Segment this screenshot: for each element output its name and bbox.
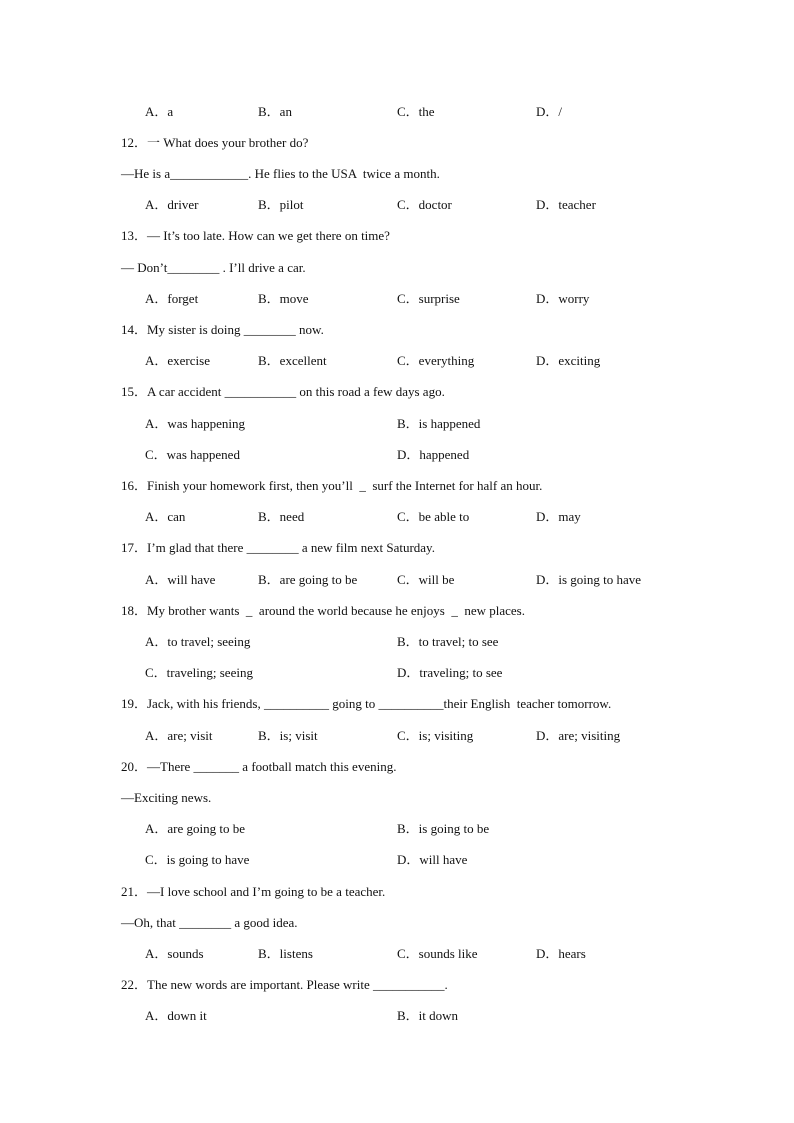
question-20-line-2: —Exciting news. [121,790,212,805]
option-a: A．to travel; seeing [145,634,251,649]
option-b: B．move [258,291,309,306]
option-d: D．exciting [536,353,601,368]
question-21-stem: 21．—I love school and I’m going to be a teacher. [121,884,386,899]
question-17-stem: 17．I’m glad that there ________ a new film next Saturday. [121,540,435,555]
option-a: A．a [145,104,174,119]
option-a: A．sounds [145,946,204,961]
option-c: C．the [397,104,435,119]
option-a: A．are going to be [145,821,246,836]
option-b: B．is going to be [397,821,490,836]
question-17-options [145,572,705,588]
option-b: B．is; visit [258,728,318,743]
question-13-line-2: — Don’t________ . I’ll drive a car. [121,260,306,275]
option-c: C．doctor [397,197,452,212]
option-b: B．an [258,104,292,119]
option-a: A．was happening [145,416,246,431]
option-d: D．may [536,509,581,524]
option-c: C．is going to have [145,852,250,867]
option-a: A．exercise [145,353,210,368]
option-a: A．will have [145,572,216,587]
option-a: A．forget [145,291,199,306]
question-20-options-row-1 [145,821,705,837]
option-d: D．happened [397,447,470,462]
question-21-line-2: —Oh, that ________ a good idea. [121,915,298,930]
question-18-options-row-2 [145,665,705,681]
option-a: A．driver [145,197,199,212]
option-c: C．everything [397,353,475,368]
option-b: B．excellent [258,353,327,368]
option-d: D．will have [397,852,468,867]
question-16-options [145,509,705,525]
option-d: D．traveling; to see [397,665,503,680]
option-c: C．traveling; seeing [145,665,253,680]
option-b: B．is happened [397,416,481,431]
question-12-stem: 12．一 What does your brother do? [121,135,309,150]
question-14-options [145,353,705,369]
options-row [145,104,705,120]
option-d: D．teacher [536,197,596,212]
question-12-options [145,197,705,213]
option-c: C．sounds like [397,946,478,961]
question-18-stem: 18．My brother wants _ around the world because he enjoys _ new places. [121,603,525,618]
question-16-stem: 16．Finish your homework first, then you’ll _ surf the Internet for half an hour. [121,478,543,493]
question-15-options-row-1 [145,416,705,432]
option-d: D．hears [536,946,586,961]
option-c: C．will be [397,572,455,587]
option-a: A．are; visit [145,728,213,743]
option-d: D．are; visiting [536,728,621,743]
option-c: C．is; visiting [397,728,474,743]
option-c: C．was happened [145,447,240,462]
question-15-stem: 15．A car accident ___________ on this road a few days ago. [121,384,445,399]
question-12-line-2: —He is a____________. He flies to the USA twice a month. [121,166,440,181]
option-d: D．is going to have [536,572,642,587]
option-d: D．/ [536,104,563,119]
option-b: B．are going to be [258,572,358,587]
option-b: B．pilot [258,197,304,212]
question-19-stem: 19．Jack, with his friends, __________ going to __________their English teacher tomorrow. [121,696,612,711]
option-c: C．be able to [397,509,470,524]
question-18-options-row-1 [145,634,705,650]
option-b: B．to travel; to see [397,634,499,649]
option-a: A．down it [145,1008,207,1023]
question-21-options [145,946,705,962]
question-19-options [145,728,705,744]
option-d: D．worry [536,291,590,306]
question-15-options-row-2 [145,447,705,463]
option-b: B．listens [258,946,313,961]
option-b: B．need [258,509,305,524]
option-a: A．can [145,509,186,524]
option-b: B．it down [397,1008,459,1023]
question-14-stem: 14．My sister is doing ________ now. [121,322,324,337]
question-20-stem: 20．—There _______ a football match this evening. [121,759,397,774]
question-22-options [145,1008,705,1024]
question-13-stem: 13．— It’s too late. How can we get there on time? [121,228,390,243]
question-13-options [145,291,705,307]
question-22-stem: 22．The new words are important. Please write ___________. [121,977,448,992]
option-c: C．surprise [397,291,460,306]
question-20-options-row-2 [145,852,705,868]
